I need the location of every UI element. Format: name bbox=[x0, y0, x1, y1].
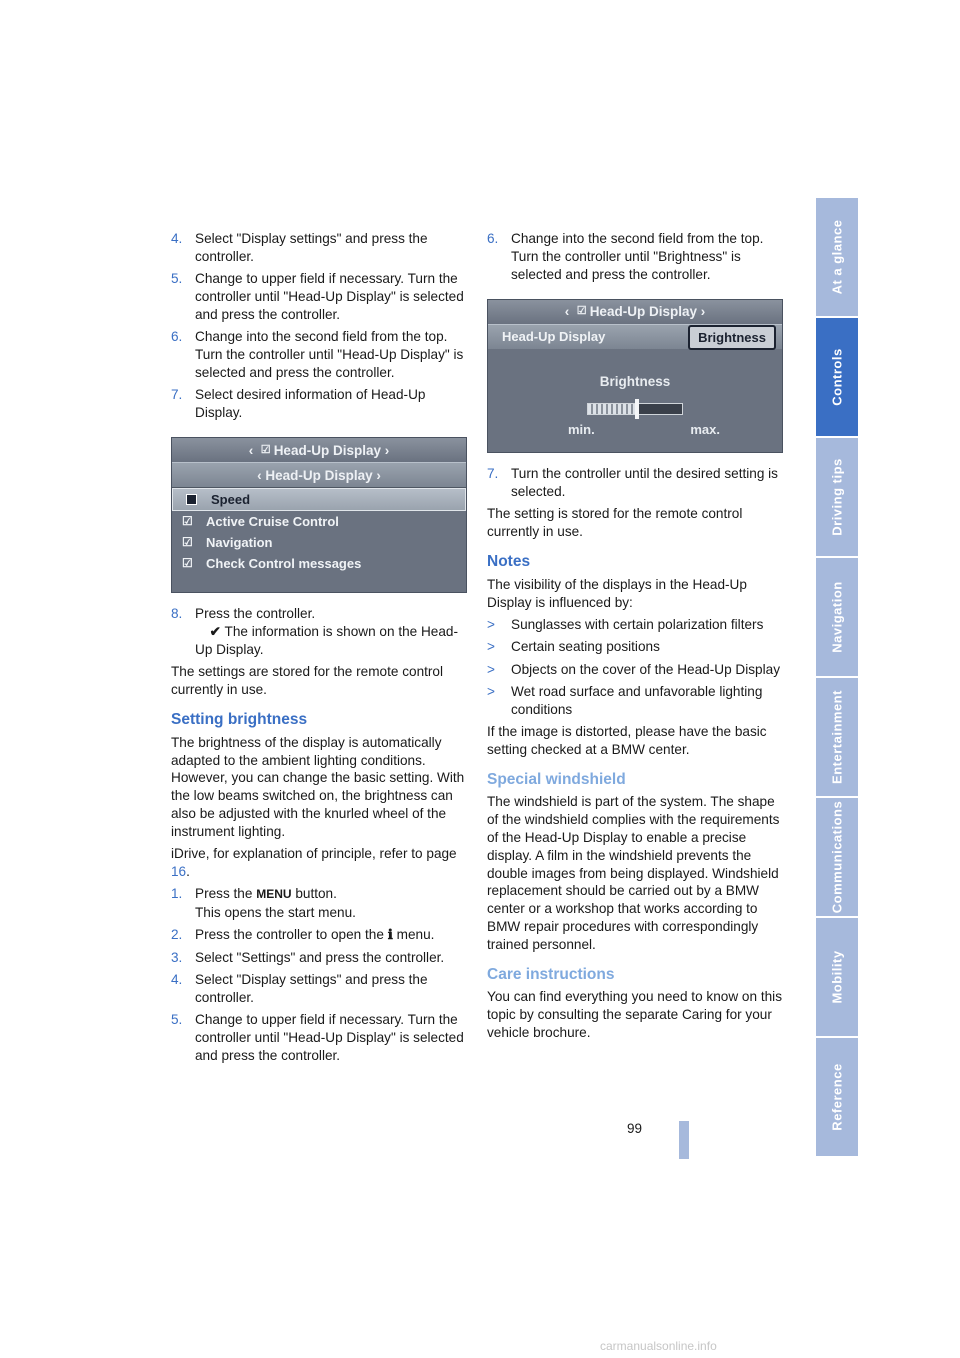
tab-driving-tips[interactable]: Driving tips bbox=[816, 438, 858, 556]
menu-item-navigation: ☑ Navigation bbox=[182, 535, 273, 551]
step-4b: 4. Select "Display settings" and press the controller. bbox=[171, 971, 428, 1005]
page-number: 99 bbox=[627, 1121, 643, 1136]
screen-tab-bar bbox=[488, 324, 782, 349]
page-marker-bar bbox=[679, 1121, 689, 1159]
chevron-right-icon: › bbox=[696, 304, 706, 320]
heading-special-windshield: Special windshield bbox=[487, 770, 626, 788]
step-3: 3. Select "Settings" and press the controller. bbox=[171, 949, 445, 965]
slider-min-label: min. bbox=[568, 422, 595, 438]
menu-item-check-control: ☑ Check Control messages bbox=[182, 556, 362, 572]
check-icon: ☑ bbox=[576, 305, 590, 318]
checkbox-icon bbox=[186, 494, 197, 505]
notes-intro: The visibility of the displays in the Head-Up Display is influenced by: bbox=[487, 576, 747, 610]
check-icon: ☑ bbox=[260, 443, 274, 456]
check-icon: ☑ bbox=[182, 556, 193, 571]
step-5: 5. Change to upper field if necessary. Turn the controller until "Head-Up Display" is selected and press the controller. bbox=[171, 271, 464, 322]
tab-at-a-glance[interactable]: At a glance bbox=[816, 198, 858, 316]
setting-stored-text: The setting is stored for the remote control currently in use. bbox=[487, 506, 743, 540]
idrive-screenshot-hud-menu bbox=[171, 437, 467, 593]
tab-head-up-display: Head-Up Display bbox=[502, 329, 606, 345]
page-link[interactable]: 16 bbox=[171, 863, 187, 879]
slider-knob bbox=[635, 399, 639, 419]
check-icon: ☑ bbox=[182, 514, 193, 529]
menu-item-acc: ☑ Active Cruise Control bbox=[182, 514, 339, 530]
info-icon: ℹ bbox=[387, 927, 393, 943]
right-column bbox=[487, 230, 783, 1046]
brightness-panel bbox=[488, 373, 782, 439]
idrive-screenshot-brightness bbox=[487, 299, 783, 453]
bullet-item: > Sunglasses with certain polarization filters bbox=[487, 616, 764, 632]
tab-reference[interactable]: Reference bbox=[816, 1038, 858, 1156]
screen-subtitle-bar: ‹ Head-Up Display › bbox=[172, 462, 466, 488]
chevron-left-icon: ‹ bbox=[248, 442, 261, 458]
tab-controls[interactable]: Controls bbox=[816, 318, 858, 436]
notes-end: If the image is distorted, please have the basic setting checked at a BMW center. bbox=[487, 723, 767, 757]
watermark: carmanualsonline.info bbox=[600, 1339, 717, 1353]
tab-mobility[interactable]: Mobility bbox=[816, 918, 858, 1036]
windshield-paragraph: The windshield is part of the system. The shape of the windshield complies with the requirements of the Head-Up Display to enable a precise display. A film in the windshield prevents the double images from being displayed. Windshield replacement should be carried out by a BMW center or a workshop that works according to BMW repair procedures with correspondingly trained personnel. bbox=[487, 794, 780, 952]
bullet-item: > Certain seating positions bbox=[487, 639, 660, 655]
tab-communications[interactable]: Communications bbox=[816, 798, 858, 916]
screen-title-bar: ‹ ☑ Head-Up Display › bbox=[172, 438, 466, 462]
chevron-right-icon: › bbox=[372, 467, 381, 483]
step-2: 2. Press the controller to open the ℹ menu. bbox=[171, 927, 435, 943]
step-4: 4. Select "Display settings" and press the controller. bbox=[171, 231, 428, 264]
left-column bbox=[171, 230, 467, 1069]
menu-item-speed: Speed bbox=[172, 488, 466, 511]
step-6-right: 6. Change into the second field from the top. Turn the controller until "Brightness" is selected and press the controller. bbox=[487, 231, 764, 282]
step-7: 7. Select desired information of Head-Up Display. bbox=[171, 386, 426, 420]
chevron-right-icon: › bbox=[380, 442, 390, 458]
bullet-item: > Wet road surface and unfavorable lighting conditions bbox=[487, 683, 763, 717]
tab-entertainment[interactable]: Entertainment bbox=[816, 678, 858, 796]
step-1: 1. Press the MENU button. This opens the start menu. bbox=[171, 886, 356, 920]
brightness-slider bbox=[587, 403, 683, 415]
chevron-left-icon: ‹ bbox=[564, 304, 577, 320]
chapter-tabs bbox=[816, 198, 858, 1158]
brightness-label: Brightness bbox=[599, 374, 671, 390]
slider-max-label: max. bbox=[690, 422, 720, 438]
heading-setting-brightness: Setting brightness bbox=[171, 710, 308, 728]
brightness-paragraph: The brightness of the display is automatically adapted to the ambient lighting conditions. However, you can change the basic setting. With the low beams switched on, the brightness can also be adjusted with the knurled wheel of the instrument lighting. bbox=[171, 734, 465, 839]
step-7-right: 7. Turn the controller until the desired setting is selected. bbox=[487, 466, 778, 500]
step-8: 8. Press the controller. ✔ The information is shown on the Head-Up Display. bbox=[171, 606, 459, 658]
screen-title-bar: ‹ ☑ Head-Up Display › bbox=[488, 300, 782, 324]
step-6: 6. Change into the second field from the top. Turn the controller until "Head-Up Display" is selected and press the controller. bbox=[171, 328, 464, 380]
slider-fill bbox=[588, 404, 637, 414]
menu-key-icon: MENU bbox=[256, 887, 292, 902]
bullet-item: > Objects on the cover of the Head-Up Display bbox=[487, 661, 780, 677]
step-5b: 5. Change to upper field if necessary. Turn the controller until "Head-Up Display" is selected and press the controller. bbox=[171, 1011, 464, 1063]
chevron-left-icon: ‹ bbox=[257, 467, 266, 483]
care-paragraph: You can find everything you need to know on this topic by consulting the separate Caring for your vehicle brochure. bbox=[487, 989, 782, 1040]
tab-navigation[interactable]: Navigation bbox=[816, 558, 858, 676]
check-icon: ☑ bbox=[182, 535, 193, 550]
idrive-reference: iDrive, for explanation of principle, refer to page 16. bbox=[171, 846, 457, 879]
heading-care-instructions: Care instructions bbox=[487, 965, 615, 983]
settings-stored-text: The settings are stored for the remote control currently in use. bbox=[171, 664, 444, 698]
tab-brightness: Brightness bbox=[688, 325, 776, 351]
heading-notes: Notes bbox=[487, 553, 531, 571]
check-icon: ✔ bbox=[209, 624, 221, 640]
